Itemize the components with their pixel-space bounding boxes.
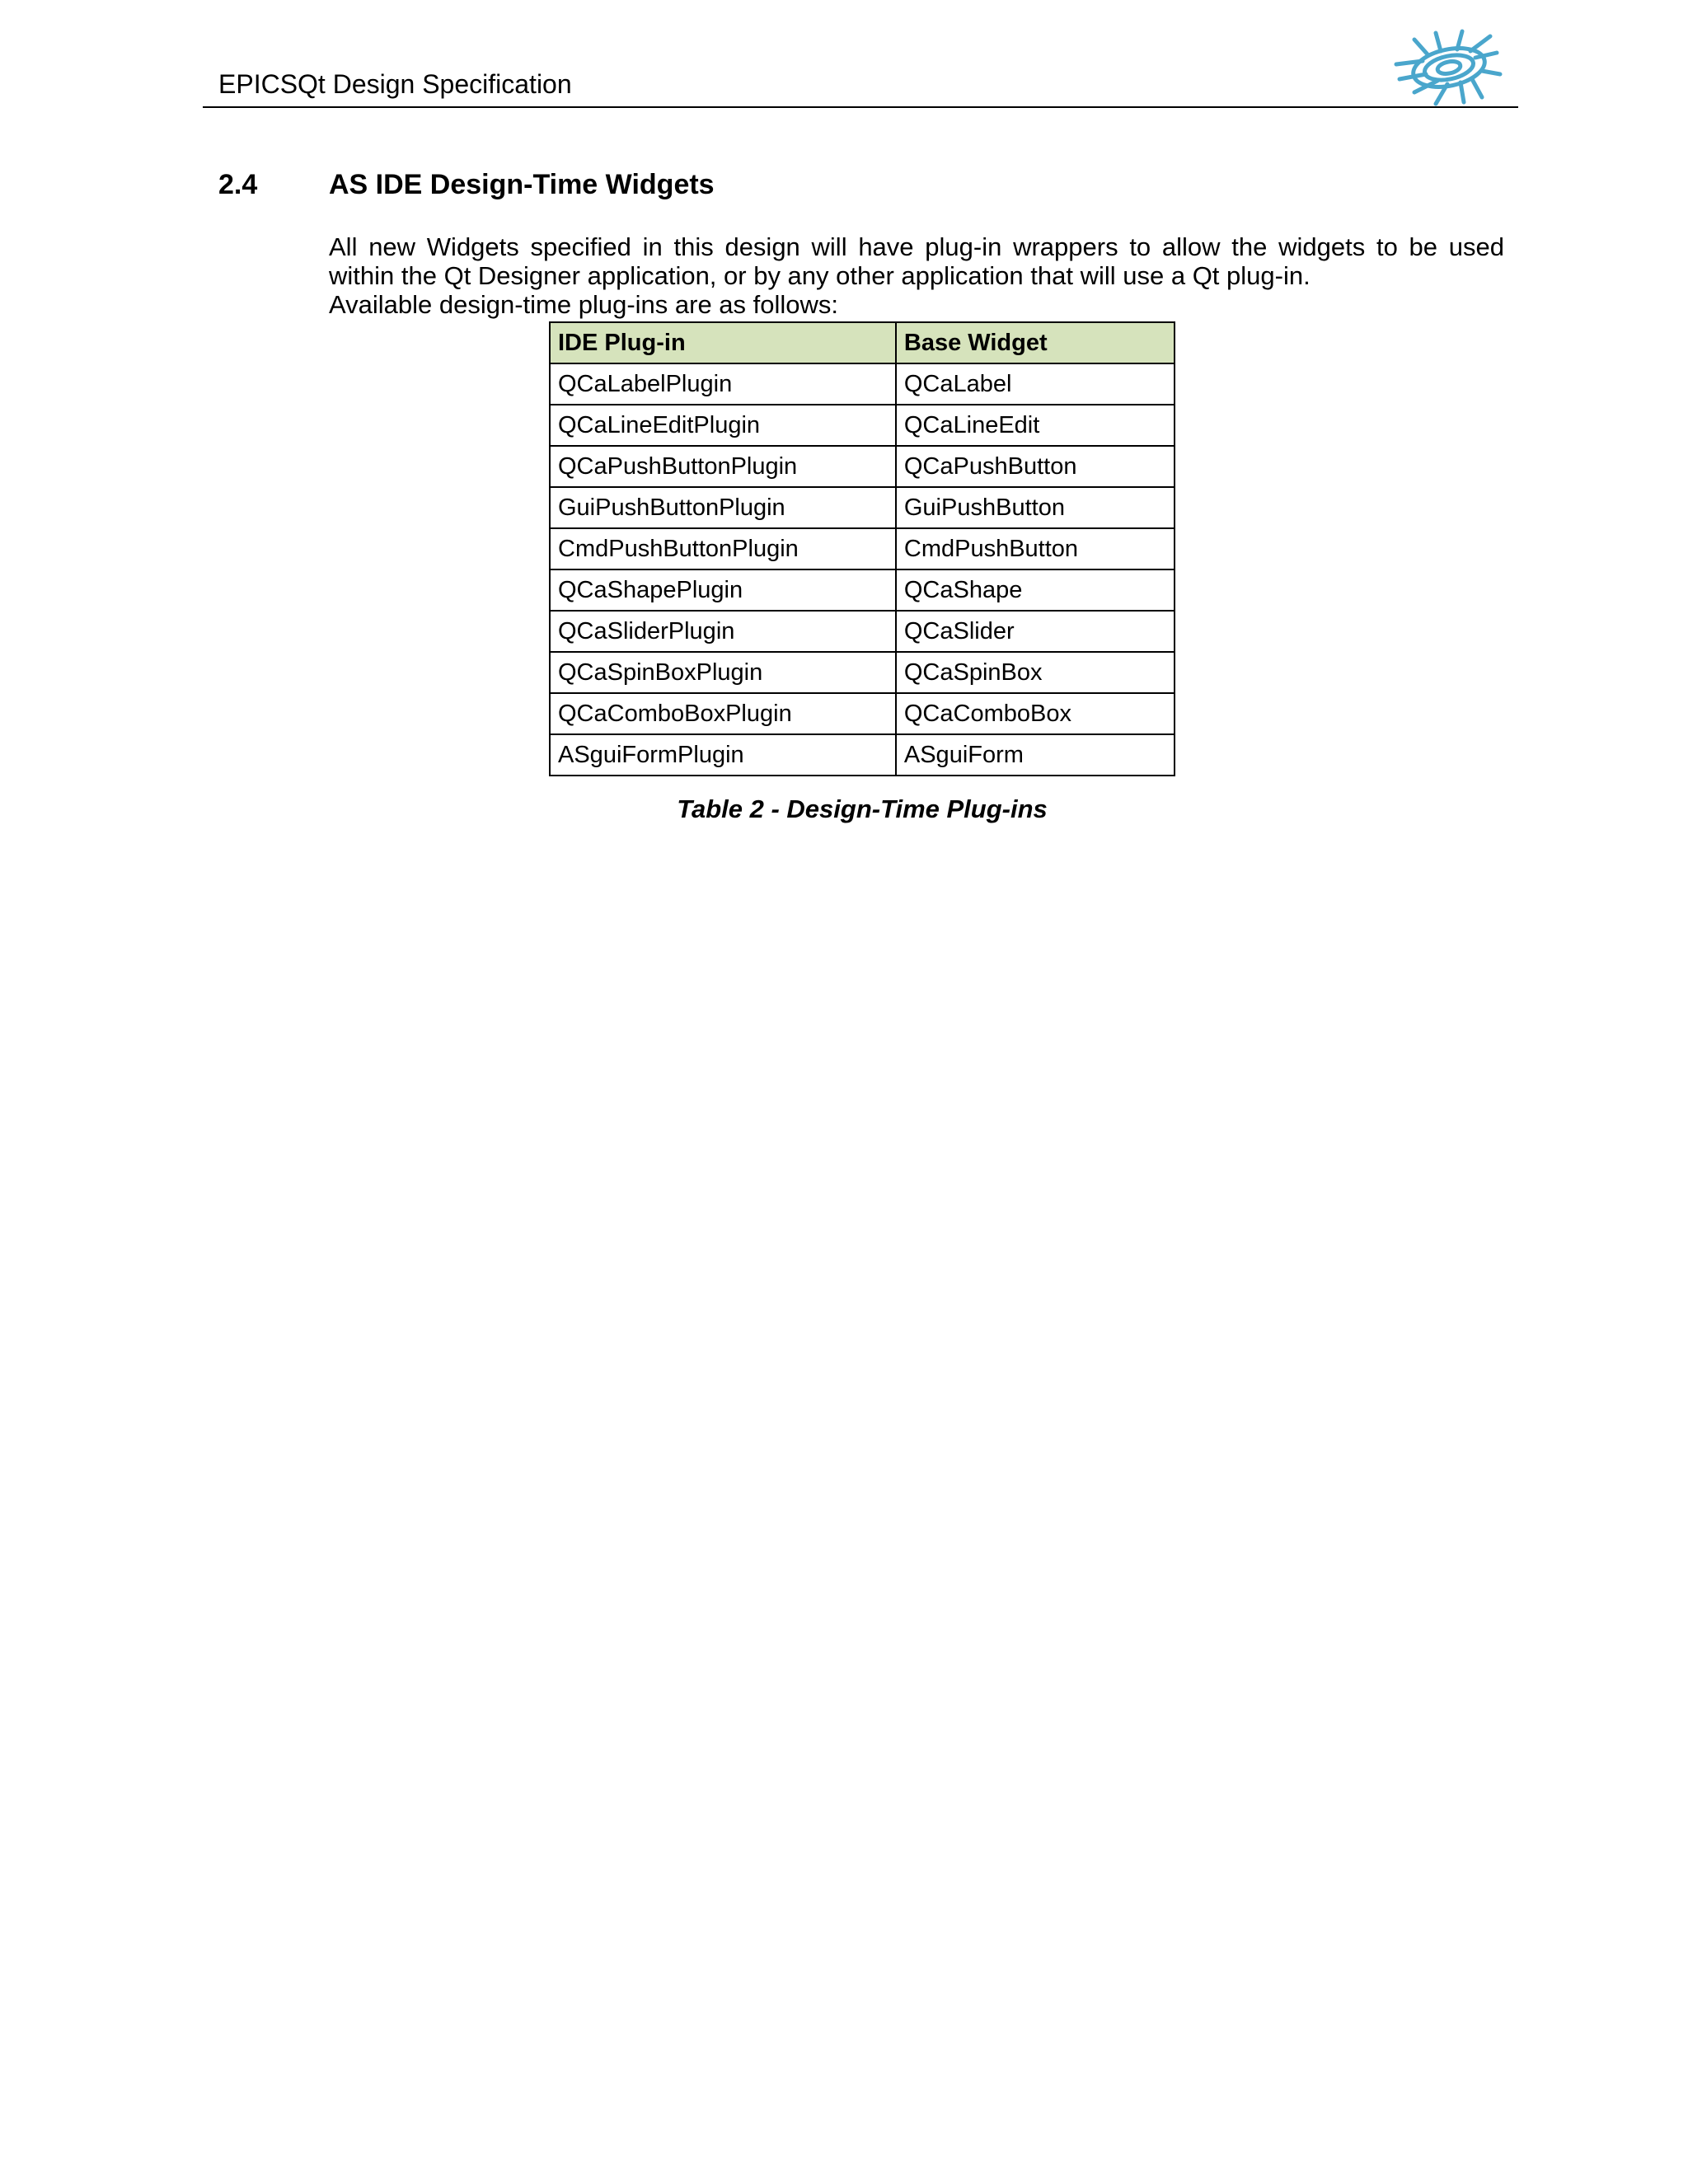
widget-cell: GuiPushButton: [896, 487, 1175, 528]
plugin-cell: GuiPushButtonPlugin: [550, 487, 896, 528]
plugin-cell: ASguiFormPlugin: [550, 734, 896, 776]
header-divider: [203, 106, 1518, 108]
widget-cell: ASguiForm: [896, 734, 1175, 776]
column-header-ide-plugin: IDE Plug-in: [550, 322, 896, 363]
section-title: AS IDE Design-Time Widgets: [329, 169, 715, 200]
widget-cell: QCaPushButton: [896, 446, 1175, 487]
table-row: [550, 405, 1175, 446]
table-row: [550, 528, 1175, 569]
body-paragraph-intro: All new Widgets specified in this design will have plug-in wrappers to allow the widgets to be used within the Qt Designer application, or by any other application that will use a Qt plug-in.: [329, 232, 1504, 290]
plugin-cell: QCaSliderPlugin: [550, 611, 896, 652]
document-header-title: EPICSQt Design Specification: [218, 69, 572, 99]
body-paragraph-available: Available design-time plug-ins are as follows:: [329, 290, 839, 319]
plugin-cell: QCaSpinBoxPlugin: [550, 652, 896, 693]
table-row: [550, 693, 1175, 734]
table-row: [550, 652, 1175, 693]
plugin-cell: QCaShapePlugin: [550, 569, 896, 611]
widget-cell: QCaShape: [896, 569, 1175, 611]
widget-cell: QCaSpinBox: [896, 652, 1175, 693]
plugin-cell: QCaLabelPlugin: [550, 363, 896, 405]
table-row: [550, 363, 1175, 405]
widget-cell: QCaLineEdit: [896, 405, 1175, 446]
section-body: [329, 232, 1504, 319]
table-row: [550, 734, 1175, 776]
plugin-cell: CmdPushButtonPlugin: [550, 528, 896, 569]
table-row: [550, 611, 1175, 652]
table-row: [550, 569, 1175, 611]
column-header-base-widget: Base Widget: [896, 322, 1175, 363]
plugin-cell: QCaComboBoxPlugin: [550, 693, 896, 734]
design-time-plugins-table: [549, 321, 1175, 776]
widget-cell: QCaComboBox: [896, 693, 1175, 734]
table-row: [550, 446, 1175, 487]
table-row: [550, 487, 1175, 528]
table-caption: Table 2 - Design-Time Plug-ins: [677, 794, 1048, 823]
plugin-cell: QCaPushButtonPlugin: [550, 446, 896, 487]
widget-cell: QCaSlider: [896, 611, 1175, 652]
widget-cell: CmdPushButton: [896, 528, 1175, 569]
table-header-row: [550, 322, 1175, 363]
synchrotron-logo-icon: [1390, 28, 1505, 107]
widget-cell: QCaLabel: [896, 363, 1175, 405]
plugin-cell: QCaLineEditPlugin: [550, 405, 896, 446]
section-number: 2.4: [218, 169, 258, 200]
